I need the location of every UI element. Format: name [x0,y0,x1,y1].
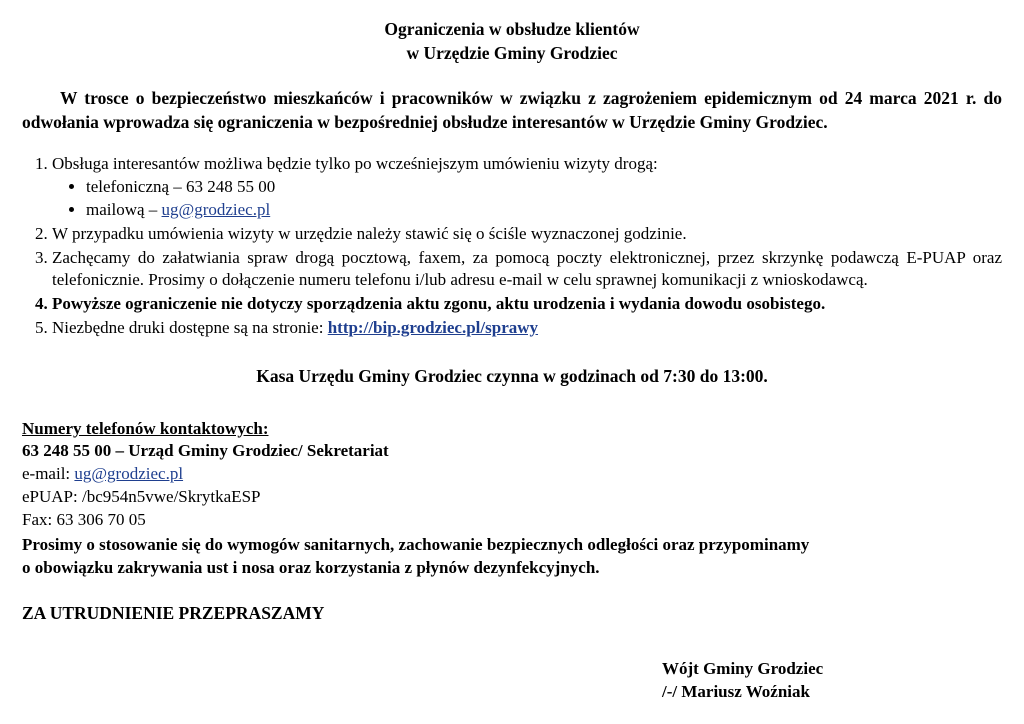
list-item-2-text: W przypadku umówienia wizyty w urzędzie należy stawić się o ściśle wyznaczonej godzinie. [52,223,687,243]
intro-paragraph [22,87,1002,134]
bip-forms-link[interactable]: http://bip.grodziec.pl/sprawy [327,318,539,338]
sub-item-phone-text: telefoniczną – 63 248 55 00 [86,176,276,196]
title-line-2: w Urzędzie Gminy Grodziec [406,42,618,63]
list-item-3-text: Zachęcamy do załatwiania spraw drogą pocztową, faxem, za pomocą poczty elektronicznej, przez skrzynkę podawczą E-PUAP oraz telefonicznie. Prosimy o dołączenie numeru telefonu i/lub adresu e-mail w celu sprawnej komunikacji z wnioskodawcą. [52,247,1002,289]
list-item-2 [52,223,1002,245]
contacts-email-line [22,463,1002,486]
email-link[interactable]: ug@grodziec.pl [161,199,271,219]
contacts-office-phone: 63 248 55 00 – Urząd Gminy Grodziec/ Sekretariat [22,441,389,461]
list-item-4-text: Powyższe ograniczenie nie dotyczy sporządzenia aktu zgonu, aktu urodzenia i wydania dowodu osobistego. [52,294,826,314]
list-item-1 [52,153,1002,221]
contacts-email-label: e-mail: [22,464,75,484]
list-item-3 [52,247,1002,291]
contact-methods-list [52,176,1002,221]
sub-item-email-text: mailową – [86,199,162,219]
restrictions-list [22,153,1002,340]
sanitary-notice-line-2: o obowiązku zakrywania ust i nosa oraz korzystania z płynów dezynfekcyjnych. [22,558,600,578]
apology-text: ZA UTRUDNIENIE PRZEPRASZAMY [22,603,325,624]
list-item-1-text: Obsługa interesantów możliwa będzie tylko po wcześniejszym umówieniu wizyty drogą: [52,153,658,173]
list-item-5 [52,317,1002,339]
cashier-hours: Kasa Urzędu Gminy Grodziec czynna w godzinach od 7:30 do 13:00. [256,366,768,387]
intro-text: W trosce o bezpieczeństwo mieszkańców i pracowników w związku z zagrożeniem epidemicznym od 24 marca 2021 r. do odwołania wprowadza się ograniczenia w bezpośredniej obsłudze interesantów w Urzędzie Gminy Grodziec. [22,88,1002,132]
sanitary-notice [22,534,1002,580]
contacts-email-link[interactable]: ug@grodziec.pl [74,464,184,484]
contacts-epuap: ePUAP: /bc954n5vwe/SkrytkaESP [22,487,261,507]
sub-item-email [86,199,1002,221]
signature-role: Wójt Gminy Grodziec [662,659,824,679]
contacts-fax: Fax: 63 306 70 05 [22,510,146,530]
sub-item-phone [86,176,1002,198]
contacts-heading: Numery telefonów kontaktowych: [22,418,269,438]
list-item-4 [52,293,1002,315]
signature-block [22,658,1002,704]
signature-name: /-/ Mariusz Woźniak [662,682,810,702]
sanitary-notice-line-1: Prosimy o stosowanie się do wymogów sanitarnych, zachowanie bezpiecznych odległości oraz przypominamy [22,535,810,555]
document-title [22,18,1002,65]
title-line-1: Ograniczenia w obsłudze klientów [384,19,640,39]
contacts-block [22,418,1002,533]
list-item-5-text: Niezbędne druki dostępne są na stronie: [52,318,328,338]
